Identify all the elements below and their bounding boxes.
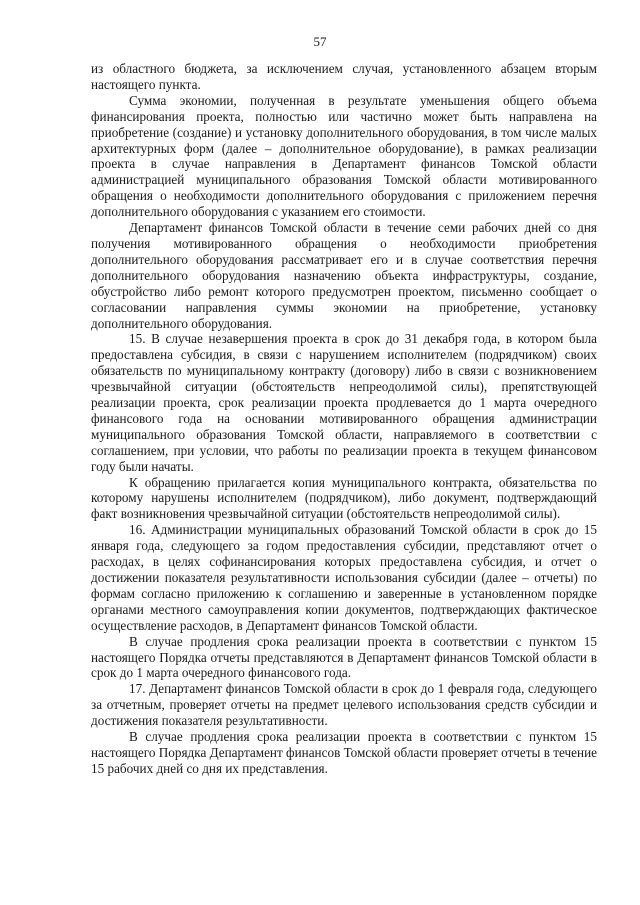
paragraph-extension-reports: В случае продления срока реализации проекта в соответствии с пунктом 15 настоящего Порядка отчеты представляются в Департамент финансов Томской области в срок до 1 марта очередного финансового года. xyxy=(91,633,597,681)
paragraph-continuation: из областного бюджета, за исключением случая, установленного абзацем вторым настоящего пункта. xyxy=(91,61,597,92)
document-body xyxy=(91,61,597,777)
page-number: 57 xyxy=(313,34,327,49)
paragraph-attachment: К обращению прилагается копия муниципального контракта, обязательства по которому нарушены исполнителем (подрядчиком), либо документ, подтверждающий факт возникновения чрезвычайной ситуации (обстоятельств непреодолимой силы). xyxy=(91,474,597,522)
paragraph-department-review: Департамент финансов Томской области в течение семи рабочих дней со дня получения мотивированного обращения о необходимости приобретения дополнительного оборудования рассматривает его и в случае соответствия перечня дополнительного оборудования назначению объекта инфраструктуры, создание, обустройство либо ремонт которого предусмотрен проектом, письменно сообщает о согласовании направления суммы экономии на приобретение, установку дополнительного оборудования. xyxy=(91,220,597,331)
paragraph-extension-check: В случае продления срока реализации проекта в соответствии с пунктом 15 настоящего Порядка Департамент финансов Томской области проверяет отчеты в течение 15 рабочих дней со дня их представления. xyxy=(91,729,597,776)
paragraph-savings: Сумма экономии, полученная в результате уменьшения общего объема финансирования проекта, полностью или частично может быть направлена на приобретение (создание) и установку дополнительного оборудования, в том числе малых архитектурных форм (далее – дополнительное оборудование), в рамках реализации проекта в случае направления в Департамент финансов Томской области администрацией муниципального образования Томской области мотивированного обращения о необходимости дополнительного оборудования с приложением перечня дополнительного оборудования с указанием его стоимости. xyxy=(91,92,597,220)
paragraph-item-17: 17. Департамент финансов Томской области в срок до 1 февраля года, следующего за отчетным, проверяет отчеты на предмет целевого использования средств субсидии и достижения показателя результативности. xyxy=(91,681,597,729)
paragraph-item-15: 15. В случае незавершения проекта в срок до 31 декабря года, в котором была предоставлена субсидия, в связи с нарушением исполнителем (подрядчиком) своих обязательств по муниципальному контракту (договору) либо в связи с возникновением чрезвычайной ситуации (обстоятельств непреодолимой силы), препятствующей реализации проекта, срок реализации проекта продлевается до 1 марта очередного финансового года на основании мотивированного обращения администрации муниципального образования Томской области, направляемого в соответствии с соглашением, при условии, что работы по реализации проекта в текущем финансовом году были начаты. xyxy=(91,331,597,474)
paragraph-item-16: 16. Администрации муниципальных образований Томской области в срок до 15 января года, следующего за годом предоставления субсидии, представляют отчет о расходах, в целях софинансирования которых предоставлена субсидия, и отчет о достижении показателя результативности использования субсидии (далее – отчеты) по формам согласно приложению к соглашению и заверенные в установленном порядке органами местного самоуправления копии документов, подтверждающих фактическое осуществление расходов, в Департамент финансов Томской области. xyxy=(91,522,597,633)
